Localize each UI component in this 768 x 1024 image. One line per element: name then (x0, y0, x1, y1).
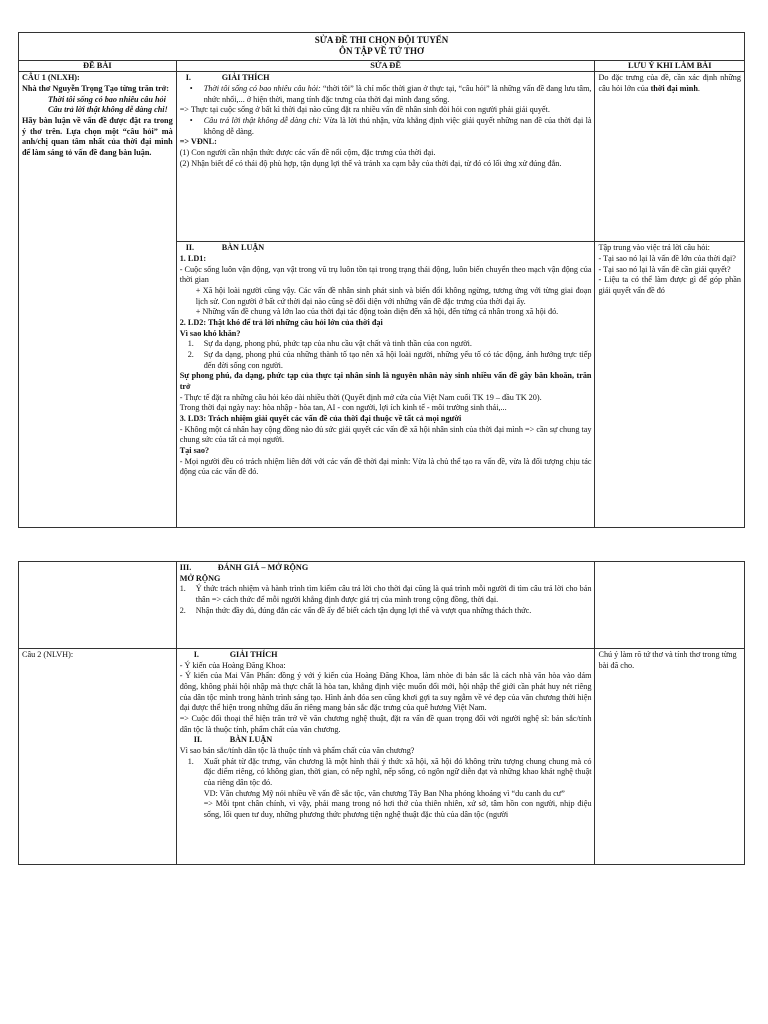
ld1-heading: 1. LD1: (179, 254, 207, 264)
question-1-label: CÂU 1 (NLXH): (22, 73, 80, 83)
evaluate-cell (176, 562, 595, 649)
main-table (18, 32, 745, 528)
paragraph: - Ý kiến của Mai Văn Phấn: đồng ý với ý kiến của Hoàng Đăng Khoa, làm nhòe đi bản sắc là cách nhà văn hòa vào dám đông, không phải hội nhập mà thực chất là hòa tan, khẳng định việc muốn đổi mới, hội nhập thế giới cần phát huy nét riêng của dân tộc mình trong hành trình sáng tạo. Hình ảnh đóa sen cũng khơi gợi ta suy ngẫm về vẻ đẹp của văn chương thời hiện đại được thể hiện trong những dấu ấn riêng mang bản sắc đặc trưng của quê hương Việt Nam. (179, 671, 592, 713)
vdnl-label: => VĐNL: (179, 137, 217, 147)
section-heading: III. ĐÁNH GIÁ – MỞ RỘNG (179, 563, 309, 572)
vdnl-point-1: (1) Con người cần nhận thức được các vấn đề nổi cộm, đặc trưng của thời đại. (179, 148, 436, 158)
numbered-item: 1. Xuất phát từ đặc trưng, văn chương là một hình thái ý thức xã hội, xã hội đó không trừu tượng chung chung mà có đặc điểm riêng, có không gian, thời gian, có nếp nghĩ, nếp sống, có ngôn ngữ diễn đạt và những khao khát nghệ thuật của riêng dân tộc đó. VD: Văn chương Mỹ nói nhiều về vấn đề sắc tộc, văn chương Tây Ban Nha phóng khoáng vì “du canh du cư” => Mỗi tpnt chân chính, vì vậy, phải mang trong nó hơi thở của thiên nhiên, xứ sở, tâm hồn con người, nhịp điệu sống, lối quen tư duy, những phương thức phương tiện nghệ thuật đặc thù của dân tộc (người (187, 756, 592, 819)
note-text: Chú ý làm rõ tứ thơ và tính thơ trong từng bài đã cho. (598, 650, 737, 670)
question-1-task: Hãy bàn luận về vấn đề được đặt ra trong ý thơ trên. Lựa chọn một “câu hỏi” mà anh/chị quan tâm nhất của thời đại mình để làm sáng tỏ vấn đề đang bàn luận. (22, 116, 173, 158)
discuss-cell (176, 242, 595, 528)
bullet-item: • Thời tôi sống có bao nhiêu câu hỏi: “thời tôi” là chỉ mốc thời gian ở thực tại, “câu hỏi” là những vấn đề đang lưu tâm, nhức nhối,... ở hiện thời, mang tính đặc trưng của thời đại mình đang sống. (189, 84, 592, 104)
paragraph: - Ý kiến của Hoàng Đăng Khoa: (179, 660, 286, 670)
question-2-label: Câu 2 (NLVH): (22, 650, 74, 659)
vdnl-point-2: (2) Nhận biết để có thái độ phù hợp, tận dụng lợi thế và tránh xa cạm bẫy của thời đại, từ đó có lối ứng xử đúng đắn. (179, 158, 562, 168)
paragraph: => Cuộc đối thoại thể hiện trăn trở về văn chương nghệ thuật, đặt ra vấn đề quan trọng đối với người nghệ sĩ: bản sắc/tính dân tộc là thuộc tính, phẩm chất của văn chương. (179, 713, 592, 734)
empty-cell (19, 562, 177, 649)
numbered-item: 1. Sự đa dạng, phong phú, phức tạp của nhu cầu vật chất và tinh thần của con người. (187, 339, 472, 349)
paragraph: + Những vấn đề chung và lớn lao của thời đại tác động toàn diện đến xã hội, đến từng cá nhân trong xã hội đó. (195, 307, 559, 317)
why-heading: Vì sao khó khăn? (179, 328, 241, 338)
q2-analysis-cell (176, 649, 595, 865)
note-text: - Tại sao nó lại là vấn đề cần giải quyết? (598, 264, 731, 274)
question-2-cell (19, 649, 177, 865)
bold-conclusion: Sự phong phú, đa dạng, phức tạp của thực tại nhân sinh là nguyên nhân này sinh nhiều vấn đề gây băn khoăn, trăn trở (179, 371, 592, 391)
explain-cell (176, 72, 595, 242)
note-text: - Liệu ta có thể làm được gì để góp phần giải quyết vấn đề đó (598, 275, 741, 296)
note-text: Do đặc trưng của đề, cần xác định những câu hỏi lớn của thời đại mình. (598, 73, 741, 94)
section-heading: I. GIẢI THÍCH (193, 650, 278, 659)
paragraph: - Thực tế đặt ra những câu hỏi kéo dài nhiều thời (Quyết định mở cửa của Việt Nam cuối TK 19 – đầu TK 20). (179, 392, 542, 402)
section-heading: II. BÀN LUẬN (193, 735, 273, 745)
title-line-1: SỬA ĐỀ THI CHỌN ĐỘI TUYỂN (314, 35, 449, 45)
numbered-item: 1. Ý thức trách nhiệm và hành trình tìm kiếm câu trả lời cho thời đại cũng là quá trình mỗi người đi tìm câu trả lời cho bản thân => cách thức để mỗi người khẳng định được giá trị của mình trong cộng đồng, thời đại. (179, 584, 592, 604)
title-line-2: ÔN TẬP VỀ TỨ THƠ (338, 46, 425, 57)
question-1-verse-1: Thời tôi sống có bao nhiêu câu hỏi (48, 94, 166, 104)
why-heading: Tại sao? (179, 445, 210, 455)
note-text: Tập trung vào việc trả lời câu hỏi: (598, 243, 710, 253)
section-heading: II. BÀN LUẬN (185, 243, 265, 253)
header-luu-y: LƯU Ý KHI LÀM BÀI (595, 60, 745, 72)
empty-cell (595, 562, 745, 649)
paragraph: Vì sao bản sắc/tính dân tộc là thuộc tính và phẩm chất của văn chương? (179, 745, 415, 755)
note-cell-2 (595, 242, 745, 528)
question-1-verse-2: Câu trả lời thật không dễ dàng chi! (48, 105, 168, 115)
paragraph: - Mọi người đều có trách nhiệm liên đới với các vấn đề thời đại mình: Vừa là chủ thể tạo ra vấn đề, vừa là đối tượng chịu tác động của các vấn đề đó. (179, 456, 592, 477)
paragraph: + Xã hội loài người cũng vậy. Các vấn đề nhân sinh phát sinh và biến đổi không ngừng, tương ứng với từng giai đoạn lịch sử. Con người ở bất cứ thời đại nào cũng sẽ đối diện với những vấn đề đặc trưng của thời đại ấy. (195, 286, 592, 306)
note-cell-3 (595, 649, 745, 865)
paragraph: Trong thời đại ngày nay: hòa nhập - hòa tan, AI - con người, lợi ích kinh tế - môi trường sinh thái,... (179, 403, 507, 413)
document-title (19, 33, 745, 61)
ld3-heading: 3. LD3: Trách nhiệm giải quyết các vấn đề của thời đại thuộc về tất cả mọi người (179, 413, 462, 423)
question-1-cell (19, 72, 177, 528)
continuation-table (18, 561, 745, 865)
sub-heading: MỞ RỘNG (179, 573, 221, 583)
header-de-bai: ĐỀ BÀI (19, 60, 177, 72)
paragraph: - Cuộc sống luôn vận động, vạn vật trong vũ trụ luôn tồn tại trong trạng thái động, luôn biến chuyển theo mạch vận động của thời gian (179, 264, 592, 285)
ld2-heading: 2. LD2: Thật khó để trả lời những câu hỏi lớn của thời đại (179, 318, 383, 328)
paragraph: - Không một cá nhân hay cộng đồng nào đủ sức giải quyết các vấn đề xã hội nhân sinh của thời đại mình => cần sự chung tay chung sức của tất cả mọi người. (179, 424, 592, 445)
numbered-item: 2. Nhận thức đầy đủ, đúng đắn các vấn đề ấy để biết cách tận dụng lợi thế và vượt qua những thách thức. (179, 605, 532, 615)
note-cell-1 (595, 72, 745, 242)
question-1-intro: Nhà thơ Nguyễn Trọng Tạo từng trăn trở: (22, 84, 170, 94)
explain-arrow: => Thực tại cuộc sống ở bất kì thời đại nào cũng đặt ra nhiều vấn đề nhân sinh đòi hỏi con người phải giải quyết. (179, 105, 550, 115)
header-sua-de: SỬA ĐỀ (176, 60, 595, 72)
bullet-item: • Câu trả lời thật không dễ dàng chi: Vừa là lời thú nhận, vừa khẳng định việc giải quyết những nan đề của thời đại là không dễ dàng. (189, 116, 592, 136)
section-heading: I. GIẢI THÍCH (185, 73, 270, 83)
numbered-item: 2. Sự đa dạng, phong phú của những thành tố tạo nên xã hội loài người, những yếu tố có tác động, ảnh hưởng trực tiếp đến đời sống con người. (187, 349, 592, 370)
note-text: - Tại sao nó lại là vấn đề lớn của thời đại? (598, 254, 736, 264)
